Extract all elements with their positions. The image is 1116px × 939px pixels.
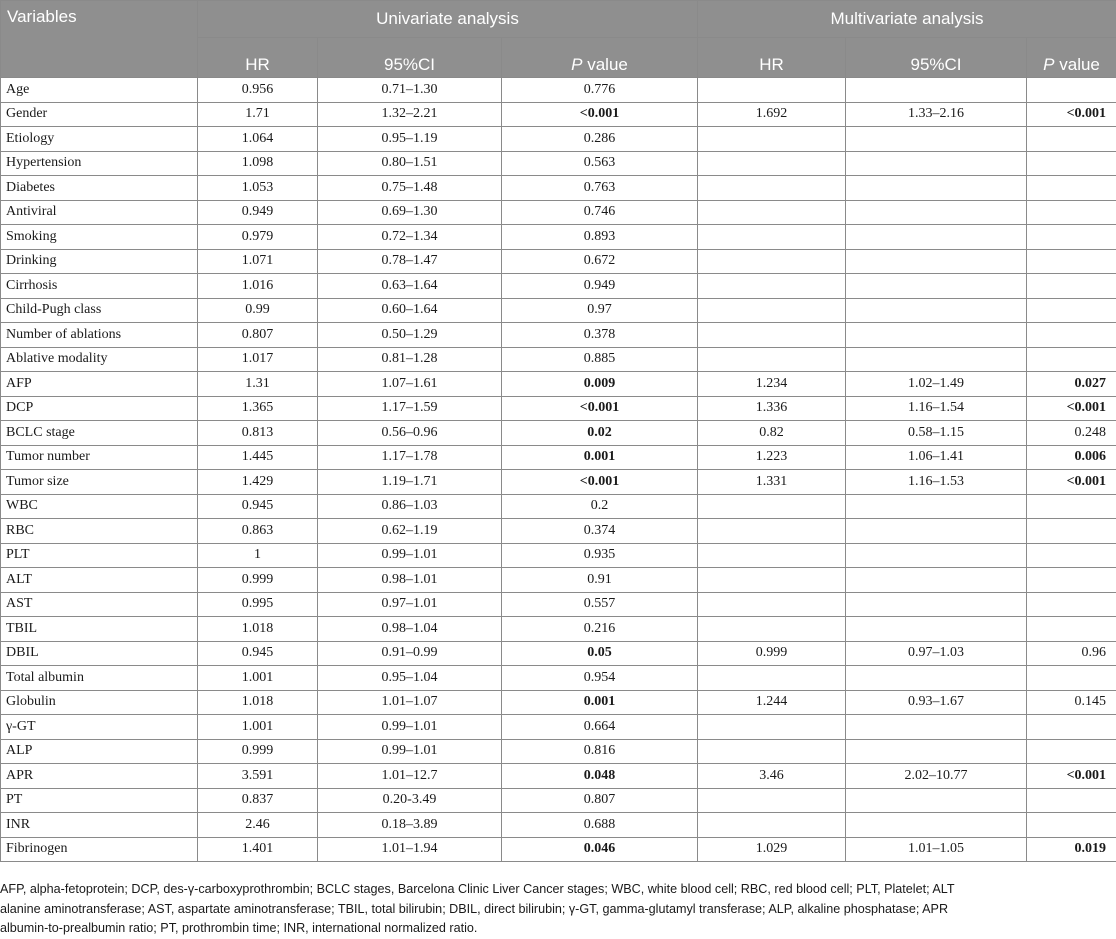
cell-multi-ci xyxy=(846,666,1027,691)
cell-uni-p: 0.746 xyxy=(502,200,698,225)
cell-multi-hr xyxy=(698,568,846,593)
cell-multi-hr xyxy=(698,813,846,838)
cell-variable: Tumor size xyxy=(1,470,198,495)
cell-uni-ci: 0.80–1.51 xyxy=(318,151,502,176)
cell-uni-p: 0.954 xyxy=(502,666,698,691)
footnote-line: alanine aminotransferase; AST, aspartate aminotransferase; TBIL, total bilirubin; DBIL, direct bilirubin; γ-GT, gamma-glutamyl transferase; ALP, alkaline phosphatase; APR xyxy=(0,901,949,916)
cell-variable: Number of ablations xyxy=(1,323,198,348)
table-row xyxy=(1,813,1116,838)
table-row xyxy=(1,470,1116,495)
cell-uni-hr: 0.837 xyxy=(198,788,318,813)
table-row xyxy=(1,445,1116,470)
cell-uni-hr: 1.001 xyxy=(198,715,318,740)
cell-uni-p: 0.2 xyxy=(502,494,698,519)
cell-variable: ALT xyxy=(1,568,198,593)
cell-multi-hr: 3.46 xyxy=(698,764,846,789)
table-row xyxy=(1,298,1116,323)
cell-multi-p xyxy=(1027,347,1116,372)
cell-uni-ci: 0.98–1.01 xyxy=(318,568,502,593)
cell-variable: WBC xyxy=(1,494,198,519)
table-row xyxy=(1,225,1116,250)
cell-uni-hr: 0.945 xyxy=(198,641,318,666)
cell-uni-ci: 0.18–3.89 xyxy=(318,813,502,838)
table-row xyxy=(1,249,1116,274)
cell-uni-p: 0.048 xyxy=(502,764,698,789)
cell-uni-hr: 1 xyxy=(198,543,318,568)
cell-uni-ci: 0.95–1.04 xyxy=(318,666,502,691)
cell-multi-hr: 0.82 xyxy=(698,421,846,446)
p-italic: P xyxy=(571,55,583,74)
cell-multi-ci xyxy=(846,151,1027,176)
cell-uni-p: 0.001 xyxy=(502,445,698,470)
cell-uni-p: 0.885 xyxy=(502,347,698,372)
cell-multi-hr xyxy=(698,739,846,764)
cell-uni-p: 0.935 xyxy=(502,543,698,568)
cell-uni-hr: 1.365 xyxy=(198,396,318,421)
table-row xyxy=(1,543,1116,568)
cell-multi-p xyxy=(1027,494,1116,519)
cell-multi-ci xyxy=(846,568,1027,593)
cell-multi-ci: 1.33–2.16 xyxy=(846,102,1027,127)
cell-multi-hr: 1.244 xyxy=(698,690,846,715)
cell-multi-p: <0.001 xyxy=(1027,102,1116,127)
cell-multi-hr xyxy=(698,666,846,691)
cell-uni-p: 0.816 xyxy=(502,739,698,764)
cell-uni-hr: 0.999 xyxy=(198,739,318,764)
cell-multi-hr xyxy=(698,347,846,372)
cell-multi-p xyxy=(1027,592,1116,617)
cell-multi-p xyxy=(1027,127,1116,152)
cell-multi-p: 0.006 xyxy=(1027,445,1116,470)
cell-uni-ci: 0.69–1.30 xyxy=(318,200,502,225)
cell-multi-hr xyxy=(698,249,846,274)
cell-multi-hr xyxy=(698,715,846,740)
cell-uni-p: 0.378 xyxy=(502,323,698,348)
cell-uni-p: 0.664 xyxy=(502,715,698,740)
cell-variable: ALP xyxy=(1,739,198,764)
cell-variable: Fibrinogen xyxy=(1,837,198,862)
cell-variable: Diabetes xyxy=(1,176,198,201)
cell-multi-hr: 1.223 xyxy=(698,445,846,470)
header-multi-p xyxy=(1027,38,1116,78)
cell-multi-hr xyxy=(698,225,846,250)
cell-multi-p xyxy=(1027,739,1116,764)
table-row xyxy=(1,641,1116,666)
cell-multi-p: 0.145 xyxy=(1027,690,1116,715)
cell-uni-p: 0.688 xyxy=(502,813,698,838)
cell-multi-p xyxy=(1027,813,1116,838)
cell-variable: Age xyxy=(1,78,198,103)
cell-multi-p: 0.027 xyxy=(1027,372,1116,397)
cell-variable: Tumor number xyxy=(1,445,198,470)
cell-multi-p: 0.019 xyxy=(1027,837,1116,862)
cell-uni-hr: 0.995 xyxy=(198,592,318,617)
cell-variable: APR xyxy=(1,764,198,789)
cell-variable: Globulin xyxy=(1,690,198,715)
cell-uni-ci: 1.32–2.21 xyxy=(318,102,502,127)
cell-uni-hr: 1.001 xyxy=(198,666,318,691)
header-variables: Variables xyxy=(1,1,198,78)
table-row xyxy=(1,666,1116,691)
cell-uni-ci: 0.81–1.28 xyxy=(318,347,502,372)
footnote-line: AFP, alpha-fetoprotein; DCP, des-γ-carboxyprothrombin; BCLC stages, Barcelona Clinic Liver Cancer stages; WBC, white blood cell; RBC, red blood cell; PLT, Platelet; ALT xyxy=(0,882,955,896)
cell-uni-p: 0.807 xyxy=(502,788,698,813)
cell-uni-ci: 0.71–1.30 xyxy=(318,78,502,103)
cell-multi-ci xyxy=(846,323,1027,348)
table-row xyxy=(1,494,1116,519)
cell-uni-hr: 1.064 xyxy=(198,127,318,152)
cell-multi-hr: 1.234 xyxy=(698,372,846,397)
cell-variable: Smoking xyxy=(1,225,198,250)
cell-multi-ci xyxy=(846,78,1027,103)
table-row xyxy=(1,739,1116,764)
cell-variable: Ablative modality xyxy=(1,347,198,372)
cell-uni-p: 0.374 xyxy=(502,519,698,544)
cell-multi-ci xyxy=(846,519,1027,544)
header-multi-ci: 95%CI xyxy=(846,38,1027,78)
table-row xyxy=(1,690,1116,715)
cell-multi-hr: 0.999 xyxy=(698,641,846,666)
table-row xyxy=(1,592,1116,617)
cell-multi-hr xyxy=(698,323,846,348)
cell-multi-p xyxy=(1027,249,1116,274)
cell-uni-ci: 0.78–1.47 xyxy=(318,249,502,274)
cell-uni-p: 0.672 xyxy=(502,249,698,274)
cell-uni-p: <0.001 xyxy=(502,396,698,421)
cell-uni-p: 0.02 xyxy=(502,421,698,446)
cell-multi-p xyxy=(1027,519,1116,544)
cell-multi-ci xyxy=(846,617,1027,642)
cell-multi-hr xyxy=(698,494,846,519)
cell-uni-p: 0.286 xyxy=(502,127,698,152)
cell-multi-p xyxy=(1027,788,1116,813)
cell-variable: γ-GT xyxy=(1,715,198,740)
cell-uni-ci: 1.07–1.61 xyxy=(318,372,502,397)
cell-uni-p: 0.893 xyxy=(502,225,698,250)
table-row xyxy=(1,372,1116,397)
header-multivariate: Multivariate analysis xyxy=(698,1,1116,38)
cell-multi-ci xyxy=(846,176,1027,201)
table-row xyxy=(1,788,1116,813)
cell-uni-ci: 0.99–1.01 xyxy=(318,715,502,740)
cell-uni-hr: 0.956 xyxy=(198,78,318,103)
cell-uni-hr: 0.979 xyxy=(198,225,318,250)
cell-multi-p xyxy=(1027,200,1116,225)
cell-uni-p: 0.009 xyxy=(502,372,698,397)
cell-uni-ci: 0.91–0.99 xyxy=(318,641,502,666)
table-row xyxy=(1,323,1116,348)
table-row xyxy=(1,347,1116,372)
cell-uni-p: 0.05 xyxy=(502,641,698,666)
cell-multi-hr xyxy=(698,78,846,103)
cell-uni-hr: 0.945 xyxy=(198,494,318,519)
cell-multi-hr xyxy=(698,592,846,617)
header-uni-ci: 95%CI xyxy=(318,38,502,78)
cell-multi-p: <0.001 xyxy=(1027,470,1116,495)
cell-multi-ci xyxy=(846,249,1027,274)
cell-uni-hr: 1.71 xyxy=(198,102,318,127)
cell-uni-hr: 0.999 xyxy=(198,568,318,593)
cell-uni-ci: 0.97–1.01 xyxy=(318,592,502,617)
cell-multi-ci xyxy=(846,788,1027,813)
cell-multi-p xyxy=(1027,151,1116,176)
cell-uni-p: <0.001 xyxy=(502,470,698,495)
cell-variable: PT xyxy=(1,788,198,813)
cell-variable: Gender xyxy=(1,102,198,127)
cell-multi-ci xyxy=(846,127,1027,152)
cell-uni-ci: 1.17–1.59 xyxy=(318,396,502,421)
table-row xyxy=(1,519,1116,544)
p-rest: value xyxy=(1054,55,1100,74)
table-row xyxy=(1,127,1116,152)
footnote xyxy=(0,880,1116,939)
cell-uni-ci: 0.60–1.64 xyxy=(318,298,502,323)
cell-multi-p: <0.001 xyxy=(1027,396,1116,421)
table-row xyxy=(1,837,1116,862)
cell-uni-hr: 0.807 xyxy=(198,323,318,348)
table-row xyxy=(1,396,1116,421)
cell-multi-ci xyxy=(846,200,1027,225)
cell-uni-hr: 1.445 xyxy=(198,445,318,470)
cell-multi-hr: 1.692 xyxy=(698,102,846,127)
header-multi-hr: HR xyxy=(698,38,846,78)
cell-uni-ci: 0.86–1.03 xyxy=(318,494,502,519)
cell-uni-hr: 1.098 xyxy=(198,151,318,176)
cell-multi-ci: 1.16–1.54 xyxy=(846,396,1027,421)
table-row xyxy=(1,151,1116,176)
cell-uni-p: 0.949 xyxy=(502,274,698,299)
cell-uni-hr: 2.46 xyxy=(198,813,318,838)
table-row xyxy=(1,764,1116,789)
cell-multi-hr xyxy=(698,200,846,225)
cell-multi-ci xyxy=(846,494,1027,519)
cell-uni-hr: 1.017 xyxy=(198,347,318,372)
cell-multi-p: <0.001 xyxy=(1027,764,1116,789)
cell-uni-hr: 1.429 xyxy=(198,470,318,495)
cell-uni-hr: 1.053 xyxy=(198,176,318,201)
cell-variable: Total albumin xyxy=(1,666,198,691)
cell-multi-p xyxy=(1027,78,1116,103)
cell-uni-p: 0.91 xyxy=(502,568,698,593)
table-row xyxy=(1,421,1116,446)
cell-variable: PLT xyxy=(1,543,198,568)
cell-multi-ci: 1.06–1.41 xyxy=(846,445,1027,470)
cell-uni-ci: 0.99–1.01 xyxy=(318,543,502,568)
cell-uni-p: 0.97 xyxy=(502,298,698,323)
cell-uni-p: 0.557 xyxy=(502,592,698,617)
table-row xyxy=(1,274,1116,299)
cell-uni-ci: 0.63–1.64 xyxy=(318,274,502,299)
table-row xyxy=(1,568,1116,593)
cell-multi-ci: 2.02–10.77 xyxy=(846,764,1027,789)
cell-variable: Hypertension xyxy=(1,151,198,176)
cell-multi-hr xyxy=(698,176,846,201)
cell-multi-p: 0.96 xyxy=(1027,641,1116,666)
cell-uni-ci: 0.75–1.48 xyxy=(318,176,502,201)
cell-multi-p xyxy=(1027,543,1116,568)
cell-multi-p xyxy=(1027,225,1116,250)
cell-multi-hr xyxy=(698,127,846,152)
cell-uni-ci: 1.17–1.78 xyxy=(318,445,502,470)
cell-multi-hr xyxy=(698,151,846,176)
cell-multi-ci: 0.97–1.03 xyxy=(846,641,1027,666)
cell-uni-p: 0.563 xyxy=(502,151,698,176)
cell-uni-p: <0.001 xyxy=(502,102,698,127)
cell-multi-ci xyxy=(846,715,1027,740)
cell-multi-ci xyxy=(846,813,1027,838)
cell-multi-p xyxy=(1027,323,1116,348)
table-row xyxy=(1,200,1116,225)
table-row xyxy=(1,176,1116,201)
cell-multi-hr xyxy=(698,298,846,323)
table-row xyxy=(1,78,1116,103)
cell-uni-ci: 1.01–1.94 xyxy=(318,837,502,862)
cell-uni-ci: 1.01–12.7 xyxy=(318,764,502,789)
cell-uni-ci: 0.56–0.96 xyxy=(318,421,502,446)
cell-uni-ci: 0.20-3.49 xyxy=(318,788,502,813)
cell-multi-p xyxy=(1027,176,1116,201)
footnote-line: albumin-to-prealbumin ratio; PT, prothrombin time; INR, international normalized ratio. xyxy=(0,921,478,935)
cell-multi-p xyxy=(1027,568,1116,593)
cell-variable: Cirrhosis xyxy=(1,274,198,299)
cell-uni-ci: 0.72–1.34 xyxy=(318,225,502,250)
cell-uni-p: 0.216 xyxy=(502,617,698,642)
cell-uni-p: 0.001 xyxy=(502,690,698,715)
cell-multi-p: 0.248 xyxy=(1027,421,1116,446)
table-row xyxy=(1,102,1116,127)
cell-variable: BCLC stage xyxy=(1,421,198,446)
p-rest: value xyxy=(582,55,628,74)
cell-uni-hr: 0.99 xyxy=(198,298,318,323)
cell-uni-hr: 1.401 xyxy=(198,837,318,862)
header-uni-p xyxy=(502,38,698,78)
cell-multi-ci xyxy=(846,274,1027,299)
cell-uni-hr: 3.591 xyxy=(198,764,318,789)
cell-multi-ci xyxy=(846,225,1027,250)
cell-variable: DBIL xyxy=(1,641,198,666)
cell-variable: Child-Pugh class xyxy=(1,298,198,323)
cell-uni-hr: 0.813 xyxy=(198,421,318,446)
cell-uni-hr: 1.31 xyxy=(198,372,318,397)
header-uni-hr: HR xyxy=(198,38,318,78)
cell-uni-p: 0.776 xyxy=(502,78,698,103)
cell-multi-hr: 1.331 xyxy=(698,470,846,495)
cell-multi-hr xyxy=(698,543,846,568)
cell-variable: AFP xyxy=(1,372,198,397)
cell-multi-ci xyxy=(846,592,1027,617)
cell-uni-ci: 0.95–1.19 xyxy=(318,127,502,152)
p-italic: P xyxy=(1043,55,1055,74)
cell-uni-hr: 1.016 xyxy=(198,274,318,299)
header-univariate: Univariate analysis xyxy=(198,1,698,38)
cell-multi-hr xyxy=(698,519,846,544)
cell-variable: RBC xyxy=(1,519,198,544)
cell-variable: Etiology xyxy=(1,127,198,152)
cell-uni-p: 0.046 xyxy=(502,837,698,862)
cell-multi-hr xyxy=(698,617,846,642)
cell-uni-ci: 0.62–1.19 xyxy=(318,519,502,544)
cell-uni-ci: 0.99–1.01 xyxy=(318,739,502,764)
cell-uni-ci: 0.98–1.04 xyxy=(318,617,502,642)
cell-uni-hr: 0.863 xyxy=(198,519,318,544)
cell-multi-ci xyxy=(846,543,1027,568)
cell-multi-hr: 1.336 xyxy=(698,396,846,421)
cell-variable: DCP xyxy=(1,396,198,421)
cell-uni-hr: 1.018 xyxy=(198,617,318,642)
table-body xyxy=(1,78,1116,862)
cell-multi-hr xyxy=(698,274,846,299)
cell-multi-p xyxy=(1027,715,1116,740)
cell-uni-p: 0.763 xyxy=(502,176,698,201)
cell-variable: TBIL xyxy=(1,617,198,642)
cell-multi-ci: 1.16–1.53 xyxy=(846,470,1027,495)
cell-multi-hr: 1.029 xyxy=(698,837,846,862)
cell-multi-ci xyxy=(846,298,1027,323)
cell-multi-ci: 0.58–1.15 xyxy=(846,421,1027,446)
cell-multi-ci: 1.02–1.49 xyxy=(846,372,1027,397)
cell-variable: AST xyxy=(1,592,198,617)
cell-variable: Drinking xyxy=(1,249,198,274)
table-header xyxy=(1,1,1116,78)
cell-multi-p xyxy=(1027,617,1116,642)
cell-uni-ci: 1.01–1.07 xyxy=(318,690,502,715)
cell-multi-ci: 0.93–1.67 xyxy=(846,690,1027,715)
cell-uni-hr: 1.071 xyxy=(198,249,318,274)
cell-uni-ci: 0.50–1.29 xyxy=(318,323,502,348)
cell-uni-ci: 1.19–1.71 xyxy=(318,470,502,495)
cell-multi-ci: 1.01–1.05 xyxy=(846,837,1027,862)
table-row xyxy=(1,617,1116,642)
cell-variable: INR xyxy=(1,813,198,838)
cell-multi-ci xyxy=(846,347,1027,372)
cell-uni-hr: 1.018 xyxy=(198,690,318,715)
cell-multi-p xyxy=(1027,666,1116,691)
cell-multi-p xyxy=(1027,274,1116,299)
cell-multi-ci xyxy=(846,739,1027,764)
cell-variable: Antiviral xyxy=(1,200,198,225)
table-row xyxy=(1,715,1116,740)
cell-uni-hr: 0.949 xyxy=(198,200,318,225)
cell-multi-hr xyxy=(698,788,846,813)
cell-multi-p xyxy=(1027,298,1116,323)
